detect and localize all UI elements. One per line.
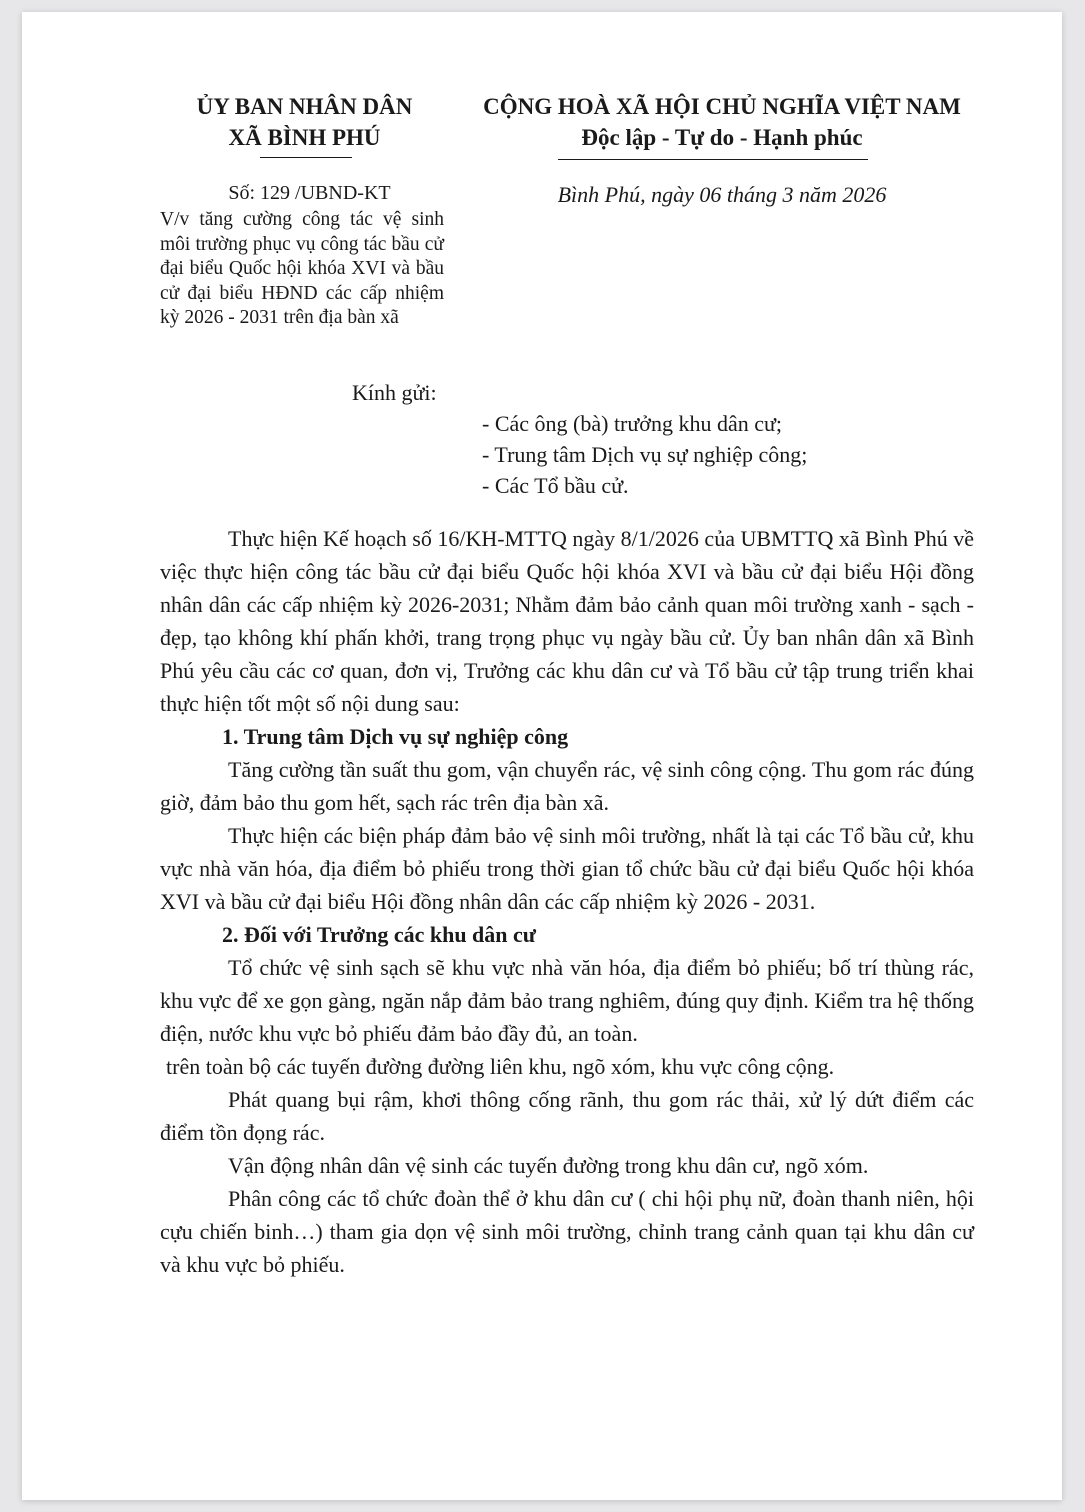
agency-underline: [260, 157, 352, 158]
national-title: CỘNG HOÀ XÃ HỘI CHỦ NGHĨA VIỆT NAM: [483, 94, 961, 119]
section-1-heading: 1. Trung tâm Dịch vụ sự nghiệp công: [222, 724, 569, 749]
recipient-item: - Các Tổ bầu cử.: [482, 473, 629, 498]
place-date-line: Bình Phú, ngày 06 tháng 3 năm 2026: [557, 182, 887, 207]
document-page: [22, 12, 1062, 1500]
motto-underline: [558, 159, 868, 160]
recipients-list: [482, 408, 807, 501]
issuing-agency-line2: XÃ BÌNH PHÚ: [228, 125, 381, 150]
document-subject: V/v tăng cường công tác vệ sinh môi trường phục vụ công tác bầu cử đại biểu Quốc hội khóa XVI và bầu cử đại biểu HĐND các cấp nhiệm kỳ 2026 - 2031 trên địa bàn xã: [160, 209, 444, 328]
section-1-paragraph: Tăng cường tần suất thu gom, vận chuyển rác, vệ sinh công cộng. Thu gom rác đúng giờ, đảm bảo thu gom hết, sạch rác trên địa bàn xã.: [160, 757, 974, 815]
recipient-item: - Các ông (bà) trưởng khu dân cư;: [482, 411, 783, 436]
document-number: Số: 129 /UBND-KT: [228, 182, 391, 204]
section-2-paragraph: Tổ chức vệ sinh sạch sẽ khu vực nhà văn hóa, địa điểm bỏ phiếu; bố trí thùng rác, khu vực để xe gọn gàng, ngăn nắp đảm bảo trang nghiêm, đúng quy định. Kiểm tra hệ thống điện, nước khu vực bỏ phiếu đảm bảo đầy đủ, an toàn.: [160, 955, 974, 1046]
document-body: [160, 522, 974, 1281]
section-2-paragraph: Phát quang bụi rậm, khơi thông cống rãnh, thu gom rác thải, xử lý dứt điểm các điểm tồn đọng rác.: [160, 1087, 974, 1145]
issuing-agency-line1: ỦY BAN NHÂN DÂN: [196, 94, 413, 119]
recipient-item: - Trung tâm Dịch vụ sự nghiệp công;: [482, 442, 808, 467]
section-2-paragraph: Vận động nhân dân vệ sinh các tuyến đường trong khu dân cư, ngõ xóm.: [228, 1153, 869, 1178]
section-1-paragraph: Thực hiện các biện pháp đảm bảo vệ sinh môi trường, nhất là tại các Tổ bầu cử, khu vực nhà văn hóa, địa điểm bỏ phiếu trong thời gian tổ chức bầu cử đại biểu Quốc hội khóa XVI và bầu cử đại biểu Hội đồng nhân dân các cấp nhiệm kỳ 2026 - 2031.: [160, 823, 974, 914]
national-motto: Độc lập - Tự do - Hạnh phúc: [581, 125, 863, 150]
intro-paragraph: Thực hiện Kế hoạch số 16/KH-MTTQ ngày 8/1/2026 của UBMTTQ xã Bình Phú về việc thực hiện công tác bầu cử đại biểu Quốc hội khóa XVI và bầu cử đại biểu Hội đồng nhân dân các cấp nhiệm kỳ 2026-2031; Nhằm đảm bảo cảnh quan môi trường xanh - sạch - đẹp, tạo không khí phấn khởi, trang trọng phục vụ ngày bầu cử. Ủy ban nhân dân xã Bình Phú yêu cầu các cơ quan, đơn vị, Trưởng các khu dân cư và Tổ bầu cử tập trung triển khai thực hiện tốt một số nội dung sau:: [160, 526, 974, 716]
section-2-paragraph: trên toàn bộ các tuyến đường đường liên khu, ngõ xóm, khu vực công cộng.: [166, 1054, 835, 1079]
section-2-paragraph: Phân công các tổ chức đoàn thể ở khu dân cư ( chi hội phụ nữ, đoàn thanh niên, hội cựu chiến binh…) tham gia dọn vệ sinh môi trường, chỉnh trang cảnh quan tại khu dân cư và khu vực bỏ phiếu.: [160, 1186, 974, 1277]
recipients-label: Kính gửi:: [352, 380, 437, 405]
section-2-heading: 2. Đối với Trưởng các khu dân cư: [222, 922, 536, 947]
